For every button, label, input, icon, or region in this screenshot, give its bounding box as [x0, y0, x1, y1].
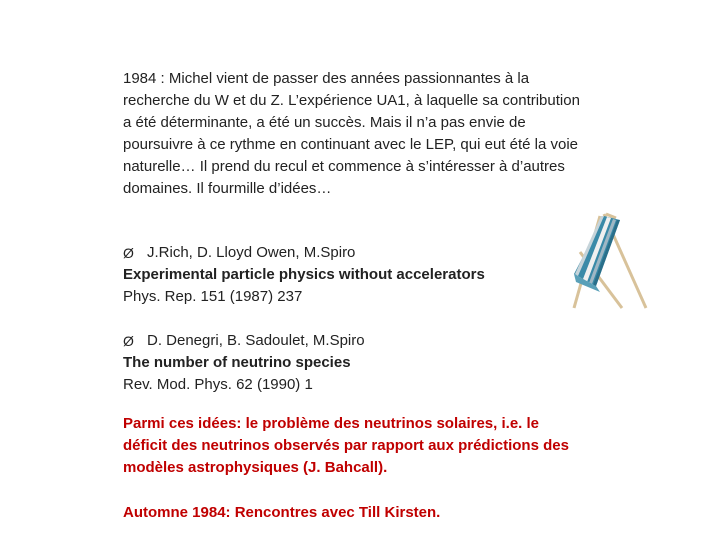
reference-1-author-line	[123, 242, 583, 264]
reference-2-journal: Rev. Mod. Phys. 62 (1990) 1	[123, 376, 313, 393]
intro-paragraph: 1984 : Michel vient de passer des années passionnantes à la recherche du W et du Z. L’expérience UA1, à laquelle sa contribution a été déterminante, a été un succès. Mais il n’a pas envie de poursuivre à ce rythme en continuant avec le LEP, qui eut été la voie naturelle… Il prend du recul et commence à s’intéresser à d’autres domaines. Il fourmille d’idées…	[123, 70, 580, 197]
reference-2-author-line	[123, 330, 583, 352]
reference-1	[123, 242, 583, 308]
reference-2-title: The number of neutrino species	[123, 354, 351, 371]
deck-chair-icon	[560, 212, 650, 312]
reference-1-authors: J.Rich, D. Lloyd Owen, M.Spiro	[147, 244, 356, 261]
reference-1-journal: Phys. Rep. 151 (1987) 237	[123, 288, 303, 305]
reference-2-authors: D. Denegri, B. Sadoulet, M.Spiro	[147, 332, 365, 349]
reference-2	[123, 330, 583, 396]
solar-neutrino-note: Parmi ces idées: le problème des neutrinos solaires, i.e. le déficit des neutrinos observés par rapport aux prédictions des modèles astrophysiques (J. Bahcall).	[123, 415, 569, 476]
arrow-bullet-icon: Ø	[123, 245, 134, 261]
reference-1-title: Experimental particle physics without accelerators	[123, 266, 485, 283]
arrow-bullet-icon: Ø	[123, 333, 134, 349]
closing-line: Automne 1984: Rencontres avec Till Kirsten.	[123, 504, 441, 521]
